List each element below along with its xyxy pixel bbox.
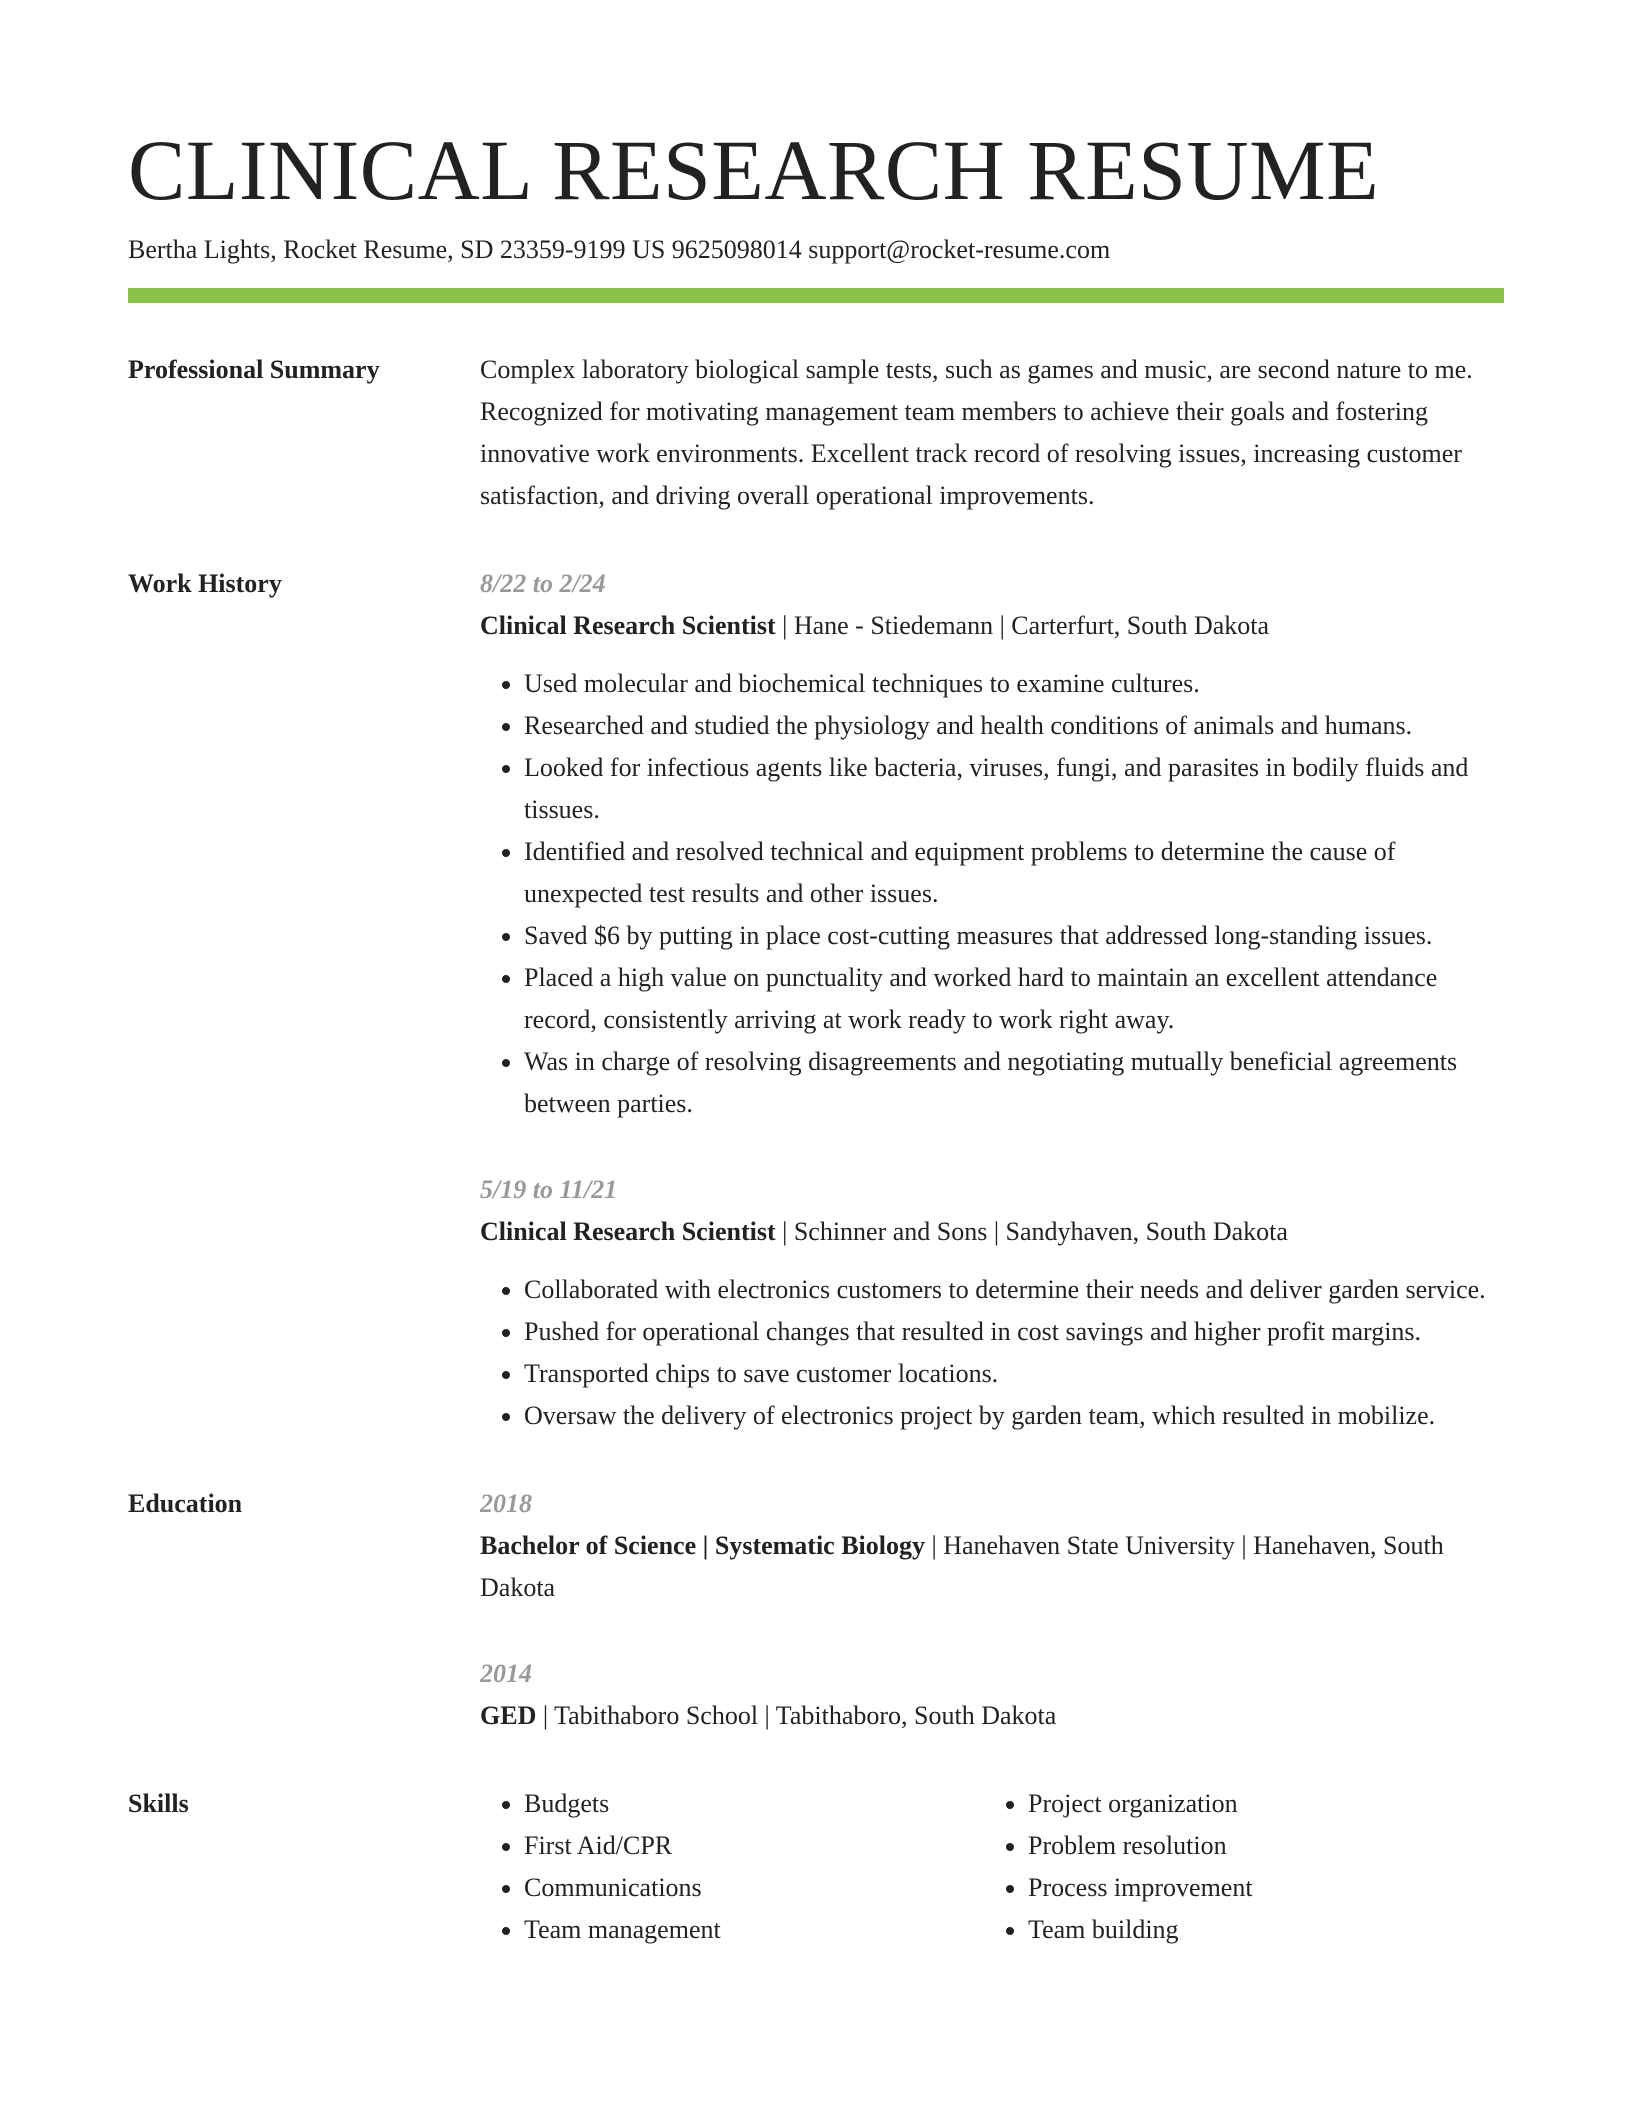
header-divider — [128, 288, 1504, 303]
skill-item: • First Aid/CPR — [524, 1825, 984, 1867]
skill-item: • Process improvement — [1028, 1867, 1488, 1909]
job-role-line — [480, 605, 1504, 647]
education-year: 2014 — [480, 1659, 532, 1688]
job-bullets — [480, 1269, 1504, 1437]
skill-item: • Problem resolution — [1028, 1825, 1488, 1867]
skills-label: Skills — [128, 1789, 189, 1818]
summary-label: Professional Summary — [128, 355, 380, 384]
education-details: | Hanehaven State University | Hanehaven, South Dakota — [480, 1531, 1444, 1602]
job-bullet: • Placed a high value on punctuality and worked hard to maintain an excellent attendance record, consistently arriving at work ready to work right away. — [524, 957, 1504, 1041]
education-year: 2018 — [480, 1489, 532, 1518]
job-role-line — [480, 1211, 1504, 1253]
education-entry — [480, 1653, 1504, 1737]
job-entry — [480, 563, 1504, 1125]
job-details: | Hane - Stiedemann | Carterfurt, South Dakota — [775, 611, 1270, 640]
education-details: | Tabithaboro School | Tabithaboro, South Dakota — [536, 1701, 1057, 1730]
job-dates: 5/19 to 11/21 — [480, 1175, 618, 1204]
contact-info: Bertha Lights, Rocket Resume, SD 23359-9199 US 9625098014 support@rocket-resume.com — [128, 235, 1111, 264]
education-entry — [480, 1483, 1504, 1609]
job-dates: 8/22 to 2/24 — [480, 569, 606, 598]
job-title: Clinical Research Scientist — [480, 1217, 776, 1246]
skills-section — [128, 1783, 1504, 1951]
skill-item: • Team management — [524, 1909, 984, 1951]
job-bullet: • Researched and studied the physiology and health conditions of animals and humans. — [524, 705, 1504, 747]
job-bullet: • Collaborated with electronics customers to determine their needs and deliver garden service. — [524, 1269, 1504, 1311]
skill-item: • Budgets — [524, 1783, 984, 1825]
education-section — [128, 1483, 1504, 1737]
education-line — [480, 1695, 1504, 1737]
job-details: | Schinner and Sons | Sandyhaven, South Dakota — [775, 1217, 1288, 1246]
job-bullet: • Was in charge of resolving disagreements and negotiating mutually beneficial agreements between parties. — [524, 1041, 1504, 1125]
education-degree: GED — [480, 1701, 537, 1730]
job-title: Clinical Research Scientist — [480, 611, 776, 640]
skill-item: • Communications — [524, 1867, 984, 1909]
job-bullet: • Saved $6 by putting in place cost-cutting measures that addressed long-standing issues. — [524, 915, 1504, 957]
work-history-label: Work History — [128, 569, 282, 598]
job-bullet: • Looked for infectious agents like bacteria, viruses, fungi, and parasites in bodily fluids and tissues. — [524, 747, 1504, 831]
summary-section — [128, 349, 1504, 517]
resume-title: CLINICAL RESEARCH RESUME — [128, 122, 1380, 218]
summary-text: Complex laboratory biological sample tests, such as games and music, are second nature to me. Recognized for motivating management team members to achieve their goals and fostering innovative work environments. Excellent track record of resolving issues, increasing customer satisfaction, and driving overall operational improvements. — [480, 355, 1473, 510]
skills-grid — [480, 1783, 1504, 1951]
education-label: Education — [128, 1489, 243, 1518]
work-history-section — [128, 563, 1504, 1437]
education-degree: Bachelor of Science | Systematic Biology — [480, 1531, 926, 1560]
education-line — [480, 1525, 1504, 1609]
job-entry — [480, 1169, 1504, 1437]
skills-column-right — [984, 1783, 1488, 1951]
job-bullet: • Pushed for operational changes that resulted in cost savings and higher profit margins. — [524, 1311, 1504, 1353]
job-bullet: • Oversaw the delivery of electronics project by garden team, which resulted in mobilize. — [524, 1395, 1504, 1437]
job-bullet: • Identified and resolved technical and equipment problems to determine the cause of unexpected test results and other issues. — [524, 831, 1504, 915]
skill-item: • Project organization — [1028, 1783, 1488, 1825]
job-bullet: • Transported chips to save customer locations. — [524, 1353, 1504, 1395]
job-bullets — [480, 663, 1504, 1125]
skill-item: • Team building — [1028, 1909, 1488, 1951]
skills-column-left — [480, 1783, 984, 1951]
job-bullet: • Used molecular and biochemical techniques to examine cultures. — [524, 663, 1504, 705]
